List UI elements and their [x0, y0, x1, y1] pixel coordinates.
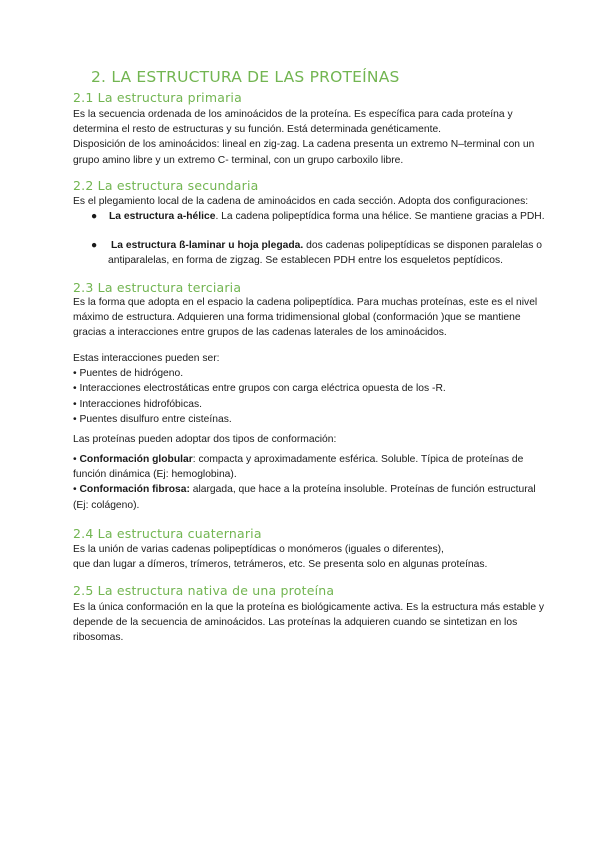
text-line: Es la única conformación en la que la proteína es biológicamente activa. Es la estructura más estable y: [73, 602, 545, 613]
bullet-icon: ●: [91, 240, 98, 251]
text-line: grupo amino libre y un extremo C- terminal, con un grupo carboxilo libre.: [73, 154, 404, 166]
list-item-globular: [73, 452, 593, 467]
bullet-char: •: [73, 454, 80, 465]
text-globular: : compacta y aproximadamente esférica. Soluble. Típica de proteínas de: [192, 454, 524, 465]
text-alfa-helice: . La cadena polipeptídica forma una hélice. Se mantiene gracias a PDH.: [215, 211, 545, 222]
text-line: Disposición de los aminoácidos: lineal en zig-zag. La cadena presenta un extremo N–terminal con un: [73, 139, 535, 151]
heading-cuaternaria: 2.4 La estructura cuaternaria: [73, 526, 262, 541]
page-title: 2. LA ESTRUCTURA DE LAS PROTEÍNAS: [91, 68, 400, 86]
text-line: función dinámica (Ej: hemoglobina).: [73, 469, 237, 481]
paragraph-conformaciones: [73, 432, 593, 447]
text-line: Estas interacciones pueden ser:: [73, 353, 220, 364]
term-beta-laminar: La estructura ß-laminar u hoja plegada.: [111, 240, 304, 251]
bullet-icon: ●: [91, 211, 98, 222]
list-item: • Puentes disulfuro entre cisteínas.: [73, 413, 232, 425]
paragraph-primaria: [73, 107, 593, 168]
term-fibrosa: Conformación fibrosa:: [79, 484, 190, 496]
text-line: que dan lugar a dímeros, trímeros, tetrámeros, etc. Se presenta solo en algunas proteínas.: [73, 559, 488, 571]
text-line: ribosomas.: [73, 632, 124, 644]
term-alfa-helice: La estructura a-hélice: [109, 211, 216, 222]
text-line: (Ej: colágeno).: [73, 499, 140, 511]
text-line: Es la unión de varias cadenas polipeptídicas o monómeros (iguales o diferentes),: [73, 544, 444, 555]
text-line: gracias a interacciones entre grupos de las cadenas laterales de los aminoácidos.: [73, 327, 447, 339]
list-item-fibrosa: [73, 482, 593, 497]
list-conformaciones: [73, 452, 593, 513]
paragraph-cuaternaria: [73, 542, 593, 572]
heading-terciaria: 2.3 La estructura terciaria: [73, 280, 242, 295]
text-line: máximo de estructura. Adquieren una forma tridimensional global (conformación )que se mantiene: [73, 312, 521, 324]
heading-secundaria: 2.2 La estructura secundaria: [73, 178, 259, 193]
term-globular: Conformación globular: [79, 454, 193, 465]
text-line: Es la forma que adopta en el espacio la cadena polipeptídica. Para muchas proteínas, este es el nivel: [73, 297, 538, 308]
text-line: depende de la secuencia de aminoácidos. Las proteínas la adquieren cuando se sintetizan en los: [73, 617, 518, 629]
paragraph-nativa: [73, 600, 593, 646]
bullet-char: •: [73, 484, 80, 496]
heading-primaria: 2.1 La estructura primaria: [73, 90, 242, 105]
paragraph-terciaria: [73, 295, 593, 341]
text-beta-laminar-cont: antiparalelas, en forma de zigzag. Se establecen PDH entre los esqueletos peptídicos.: [108, 255, 503, 266]
text-line: determina el resto de estructuras y su función. Está determinada genéticamente.: [73, 124, 442, 136]
text-line: Las proteínas pueden adoptar dos tipos de conformación:: [73, 434, 337, 445]
paragraph-secundaria-intro: [73, 194, 593, 209]
text-beta-laminar: dos cadenas polipeptídicas se disponen paralelas o: [303, 240, 542, 251]
text-fibrosa: alargada, que hace a la proteína insoluble. Proteínas de función estructural: [189, 484, 536, 496]
text-line: Es la secuencia ordenada de los aminoácidos de la proteína. Es específica para cada proteína y: [73, 109, 513, 120]
heading-nativa: 2.5 La estructura nativa de una proteína: [73, 583, 335, 598]
text-line: Es el plegamiento local de la cadena de aminoácidos en cada sección. Adopta dos configuraciones:: [73, 196, 529, 207]
list-item: • Puentes de hidrógeno.: [73, 368, 184, 380]
list-interacciones: [73, 351, 593, 427]
list-item: • Interacciones electrostáticas entre grupos con carga eléctrica opuesta de los -R.: [73, 383, 446, 395]
list-item: • Interacciones hidrofóbicas.: [73, 398, 202, 410]
